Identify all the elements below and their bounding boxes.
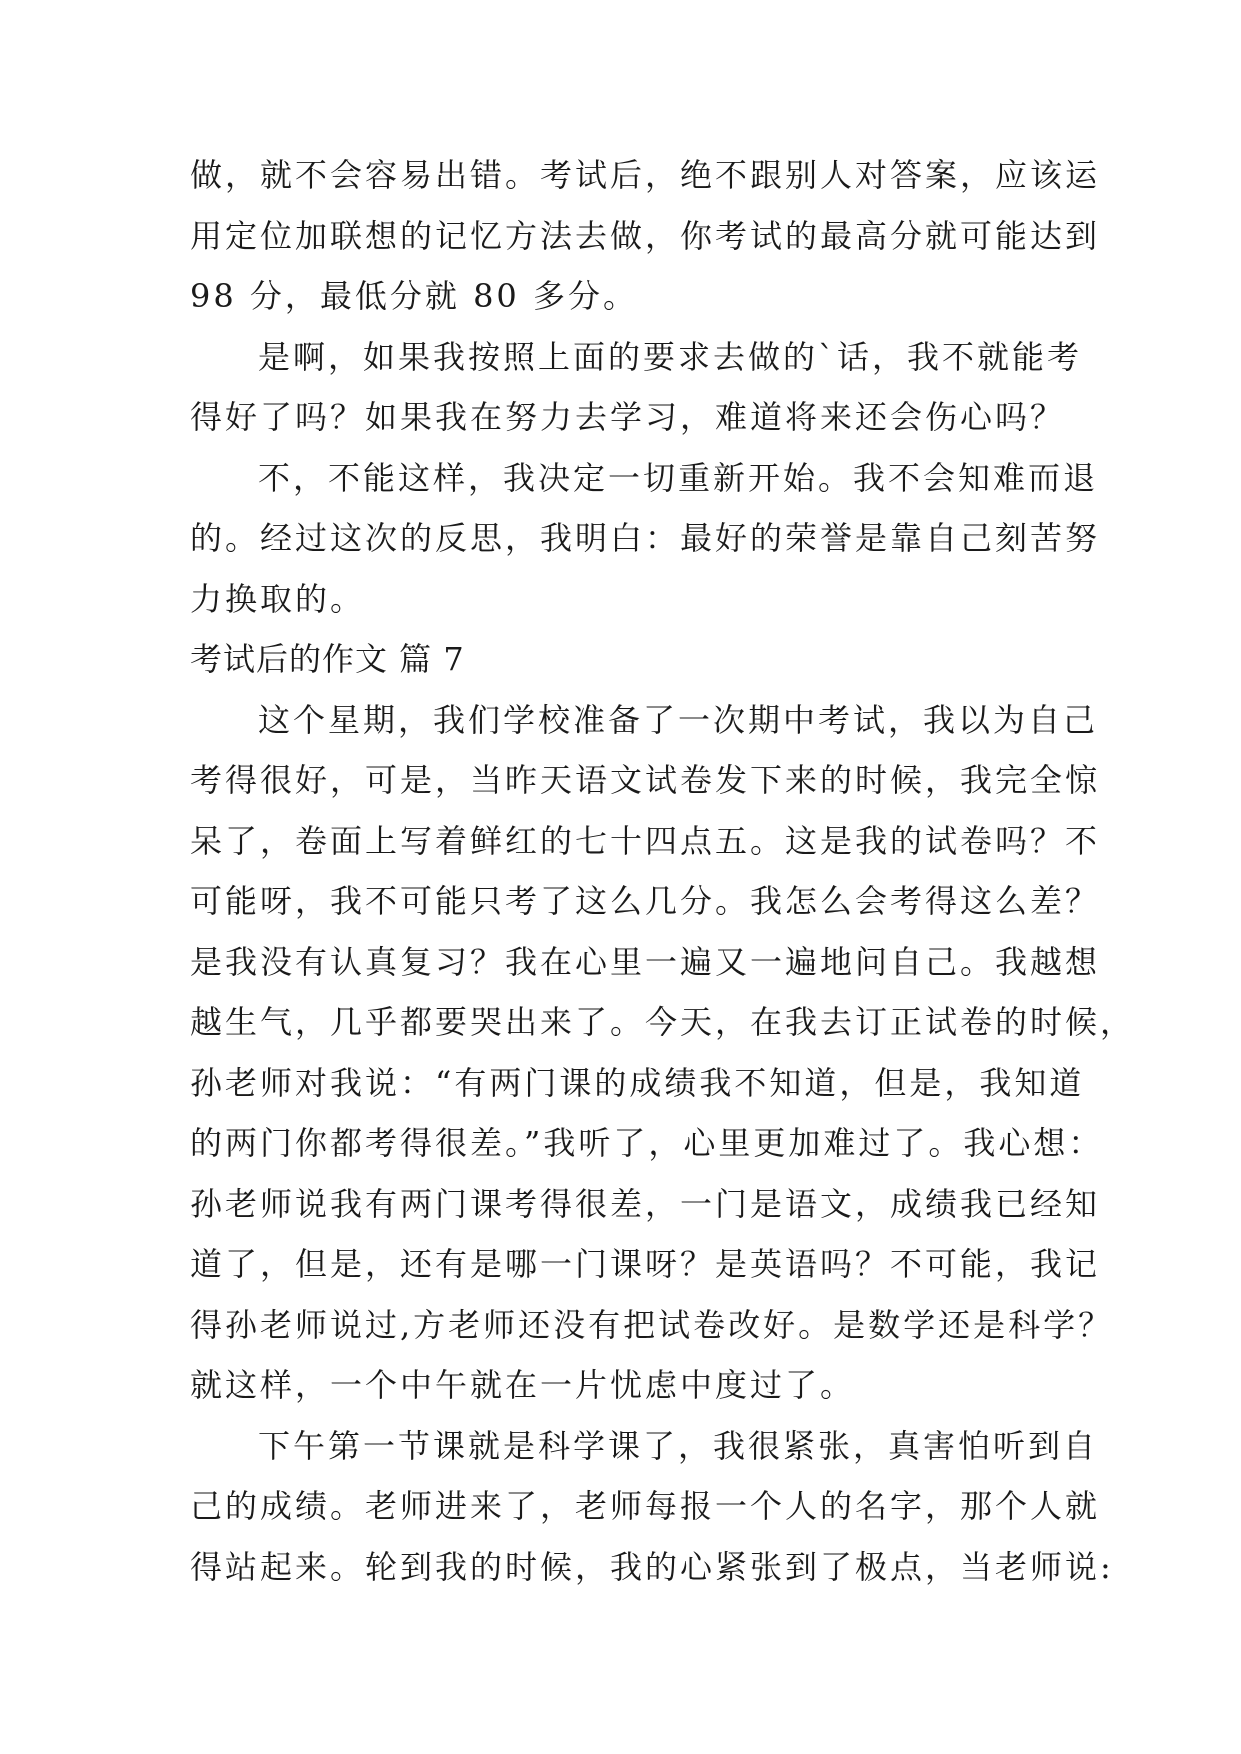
text-line: 就这样，一个中午就在一片忧虑中度过了。: [190, 1366, 856, 1404]
text-line: 呆了，卷面上写着鲜红的七十四点五。这是我的试卷吗？不: [190, 821, 1101, 860]
text-line: 是我没有认真复习？我在心里一遍又一遍地问自己。我越想: [190, 942, 1101, 981]
text-line: 己的成绩。老师进来了，老师每报一个人的名字，那个人就: [190, 1487, 1101, 1525]
text-line: 得好了吗？如果我在努力去学习，难道将来还会伤心吗？: [190, 398, 1066, 436]
text-line: 越生气，几乎都要哭出来了。今天，在我去订正试卷的时候，: [190, 1003, 1136, 1041]
paragraph-start-line: 不，不能这样，我决定一切重新开始。我不会知难而退: [258, 458, 1099, 497]
text-line: 孙老师说我有两门课考得很差，一门是语文，成绩我已经知: [190, 1184, 1101, 1223]
paragraph-start-line: 是啊，如果我按照上面的要求去做的`话，我不就能考: [258, 337, 1083, 376]
section-heading: 考试后的作文 篇 7: [190, 640, 465, 678]
text-line: 98 分，最低分就 80 多分。: [190, 277, 638, 315]
text-line: 道了，但是，还有是哪一门课呀？是英语吗？不可能，我记: [190, 1245, 1101, 1283]
text-line: 可能呀，我不可能只考了这么几分。我怎么会考得这么差？: [190, 882, 1101, 920]
document-page: [190, 145, 1136, 1597]
text-line: 的。经过这次的反思，我明白：最好的荣誉是靠自己刻苦努: [190, 519, 1101, 557]
text-line: 做，就不会容易出错。考试后，绝不跟别人对答案，应该运: [190, 156, 1101, 194]
text-line: 用定位加联想的记忆方法去做，你考试的最高分就可能达到: [190, 216, 1101, 255]
text-line: 的两门你都考得很差。”我听了，心里更加难过了。我心想：: [190, 1124, 1104, 1162]
text-line: 得孙老师说过,方老师还没有把试卷改好。是数学还是科学？: [190, 1305, 1114, 1344]
text-line: 考得很好，可是，当昨天语文试卷发下来的时候，我完全惊: [190, 761, 1101, 799]
paragraph-start-line: 这个星期，我们学校准备了一次期中考试，我以为自己: [258, 700, 1099, 739]
paragraph-start-line: 下午第一节课就是科学课了，我很紧张，真害怕听到自: [258, 1426, 1099, 1465]
text-line: 孙老师对我说：“有两门课的成绩我不知道，但是，我知道: [190, 1063, 1085, 1102]
text-line: 得站起来。轮到我的时候，我的心紧张到了极点，当老师说:: [190, 1547, 1114, 1586]
text-line: 力换取的。: [190, 579, 366, 618]
